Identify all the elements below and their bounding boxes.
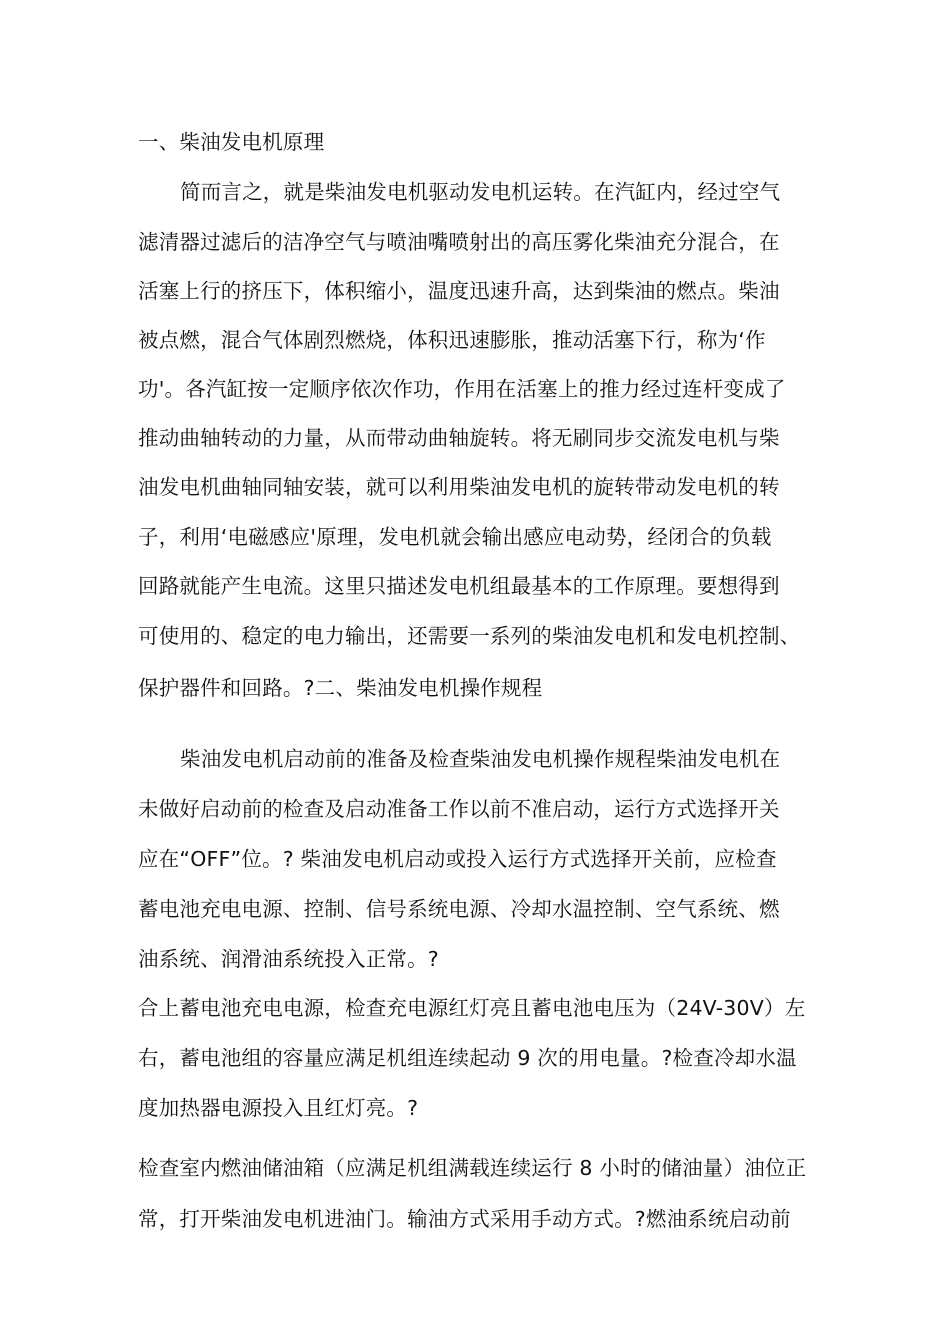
paragraph-line: 滤清器过滤后的洁净空气与喷油嘴喷射出的高压雾化柴油充分混合，在 — [138, 230, 780, 254]
paragraph-line: 可使用的、稳定的电力输出，还需要一系列的柴油发电机和发电机控制、 — [138, 624, 801, 648]
paragraph-line: 简而言之，就是柴油发电机驱动发电机运转。在汽缸内，经过空气 — [180, 180, 781, 204]
paragraph-line: 未做好启动前的检查及启动准备工作以前不准启动，运行方式选择开关 — [138, 797, 780, 821]
paragraph-line: 回路就能产生电流。这里只描述发电机组最基本的工作原理。要想得到 — [138, 574, 780, 598]
paragraph-line: 推动曲轴转动的力量，从而带动曲轴旋转。将无刷同步交流发电机与柴 — [138, 426, 780, 450]
section-heading: 一、柴油发电机原理 — [138, 130, 325, 154]
paragraph-line: 应在“OFF”位。? 柴油发电机启动或投入运行方式选择开关前，应检查 — [138, 847, 777, 871]
paragraph-line: 活塞上行的挤压下，体积缩小，温度迅速升高，达到柴油的燃点。柴油 — [138, 279, 780, 303]
paragraph-line: 右，蓄电池组的容量应满足机组连续起动 9 次的用电量。?检查冷却水温 — [138, 1046, 797, 1070]
paragraph-line: 常，打开柴油发电机进油门。输油方式采用手动方式。?燃油系统启动前 — [138, 1207, 791, 1231]
paragraph-line: 蓄电池充电电源、控制、信号系统电源、冷却水温控制、空气系统、燃 — [138, 897, 780, 921]
paragraph-line: 被点燃，混合气体剧烈燃烧，体积迅速膨胀，推动活塞下行，称为‘作 — [138, 328, 766, 352]
paragraph-line: 功'。各汽缸按一定顺序依次作功，作用在活塞上的推力经过连杆变成了 — [138, 377, 786, 401]
paragraph-line: 柴油发电机启动前的准备及检查柴油发电机操作规程柴油发电机在 — [180, 747, 781, 771]
paragraph-line: 子，利用‘电磁感应'原理，发电机就会输出感应电动势，经闭合的负载 — [138, 525, 772, 549]
paragraph-line: 检查室内燃油储油箱（应满足机组满载连续运行 8 小时的储油量）油位正 — [138, 1156, 807, 1180]
paragraph-line: 油系统、润滑油系统投入正常。? — [138, 947, 439, 971]
paragraph-line: 保护器件和回路。?二、柴油发电机操作规程 — [138, 676, 543, 700]
paragraph-line: 油发电机曲轴同轴安装，就可以利用柴油发电机的旋转带动发电机的转 — [138, 475, 780, 499]
paragraph-line: 度加热器电源投入且红灯亮。? — [138, 1096, 419, 1120]
paragraph-line: 合上蓄电池充电电源，检查充电源红灯亮且蓄电池电压为（24V-30V）左 — [138, 996, 806, 1020]
